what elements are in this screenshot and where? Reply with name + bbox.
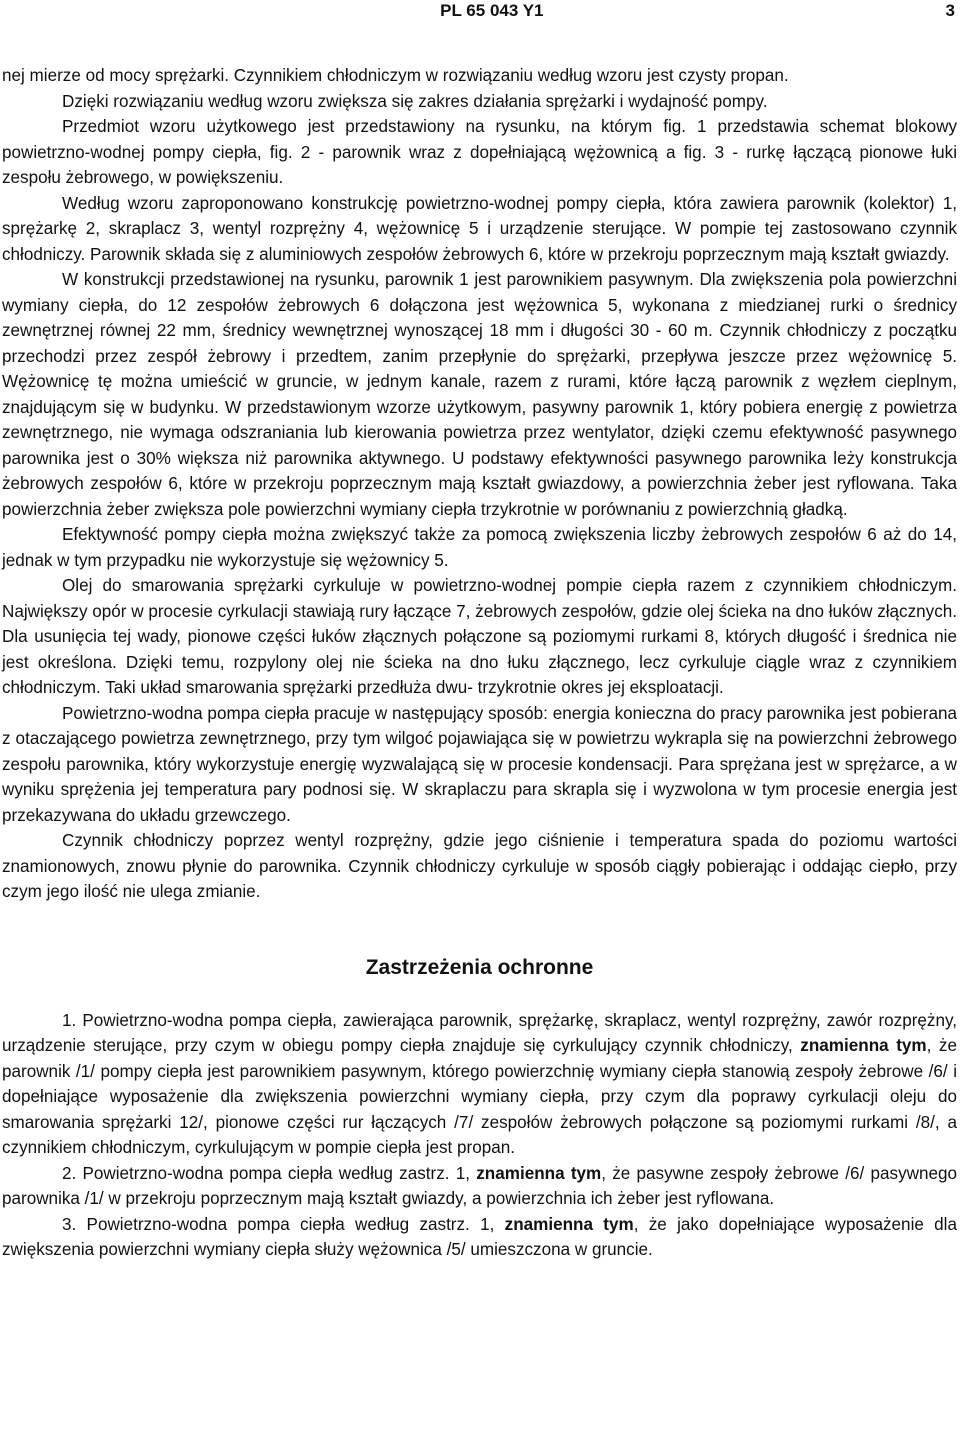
claim-item (2, 1008, 957, 1161)
paragraph: Przedmiot wzoru użytkowego jest przedstawiony na rysunku, na którym fig. 1 przedstawia schemat blokowy powietrzno-wodnej pompy ciepła, fig. 2 - parownik wraz z dopełniającą wężownicą a fig. 3 - rurkę łączącą pionowe łuki zespołu żebrowego, w powiększeniu. (2, 117, 957, 187)
claims-list (2, 1008, 957, 1263)
section-title: Zastrzeżenia ochronne (365, 955, 594, 979)
claim-text-before: 3. Powietrzno-wodna pompa ciepła według zastrz. 1, (62, 1214, 505, 1234)
description-body (2, 63, 957, 905)
claim-text-after: , że pasywne zespoły żebrowe /6/ pasywnego parownika /1/ w przekroju poprzecznym mają kształt gwiazdy, a powierzchnia ich żeber jest ryflowana. (2, 1163, 957, 1208)
paragraph: Według wzoru zaproponowano konstrukcję powietrzno-wodnej pompy ciepła, która zawiera parownik (kolektor) 1, sprężarkę 2, skraplacz 3, wentyl rozprężny 4, wężownicę 5 i urządzenie sterujące. W pompie tej zastosowano czynnik chłodniczy. Parownik składa się z aluminiowych zespołów żebrowych 6, które w przekroju poprzecznym mają kształt gwiazdy. (2, 193, 957, 264)
paragraph: nej mierze od mocy sprężarki. Czynnikiem chłodniczym w rozwiązaniu według wzoru jest czysty propan. (2, 66, 789, 85)
page-header (2, 0, 957, 35)
paragraph: Dzięki rozwiązaniu według wzoru zwiększa się zakres działania sprężarki i wydajność pompy. (62, 91, 768, 111)
page-number: 3 (945, 1, 955, 20)
claim-text-before: 2. Powietrzno-wodna pompa ciepła według zastrz. 1, (62, 1163, 477, 1183)
claim-keyword: znamienna tym (504, 1214, 634, 1234)
paragraph: Efektywność pompy ciepła można zwiększyć także za pomocą zwiększenia liczby żebrowych zespołów 6 aż do 14, jednak w tym przypadku nie wykorzystuje się wężownicy 5. (2, 525, 957, 570)
paragraph: W konstrukcji przedstawionej na rysunku, parownik 1 jest parownikiem pasywnym. Dla zwiększenia pola powierzchni wymiany ciepła, do 12 zespołów żebrowych 6 dołączona jest wężownica 5, wykonana z miedzianej rurki o średnicy zewnętrznej równej 22 mm, średnicy wewnętrznej wynoszącej 18 mm i długości 30 - 60 m. Czynnik chłodniczy z początku przechodzi przez zespół żebrowy i przedtem, zanim przepłynie do sprężarki, przepływa jeszcze przez wężownicę 5. Wężownicę tę można umieścić w gruncie, w jednym kanale, razem z rurami, które łączą parownik z węzłem cieplnym, znajdującym się w budynku. W przedstawionym wzorze użytkowym, pasywny parownik 1, który pobiera energię z powietrza zewnętrznego, nie wymaga odszraniania lub kierowania powietrza przez wentylator, dzięki czemu efektywność pasywnego parownika jest o 30% większa niż parownika aktywnego. U podstawy efektywności pasywnego parownika leży konstrukcja żebrowych zespołów 6, które w przekroju poprzecznym mają kształt gwiazdowy, a powierzchnia żeber jest ryflowana. Taka powierzchnia żeber zwiększa pole powierzchni wymiany ciepła trzykrotnie w porównaniu z powierzchnią gładką. (2, 270, 957, 519)
claim-item (2, 1212, 957, 1263)
claim-keyword: znamienna tym (800, 1036, 927, 1055)
paragraph: Powietrzno-wodna pompa ciepła pracuje w następujący sposób: energia konieczna do pracy parownika jest pobierana z otaczającego powietrza zewnętrznego, przy tym wilgoć pojawiająca się w powietrzu wykrapla się na powierzchni żebrowego zespołu parownika, który wykorzystuje energię wyzwalającą się w procesie kondensacji. Para sprężana jest w sprężarce, a w wyniku sprężenia jej temperatura pary podnosi się. W skraplaczu para skrapla się i wyzwolona w tym procesie energia jest przekazywana do układu grzewczego. (2, 703, 957, 825)
claim-item (2, 1161, 957, 1212)
claim-text-after: , że jako dopełniające wyposażenie dla zwiększenia powierzchni wymiany ciepła służy wężownica /5/ umieszczona w gruncie. (2, 1214, 957, 1259)
claim-text-before: 1. Powietrzno-wodna pompa ciepła, zawierająca parownik, sprężarkę, skraplacz, wentyl rozprężny, zawór rozprężny, urządzenie sterujące, przy czym w obiegu pompy ciepła znajduje się cyrkulujący czynnik chłodniczy, (2, 1010, 957, 1055)
patent-number: PL 65 043 Y1 (440, 1, 544, 20)
paragraph: Olej do smarowania sprężarki cyrkuluje w powietrzno-wodnej pompie ciepła razem z czynnikiem chłodniczym. Największy opór w procesie cyrkulacji stawiają rury łączące 7, żebrowych zespołów, gdzie olej ścieka na dno łuków złącznych. Dla usunięcia tej wady, pionowe części łuków złącznych połączone są poziomymi rurkami 8, których długość i średnica nie jest określona. Dzięki temu, rozpylony olej nie ścieka na dno łuku złącznego, lecz cyrkuluje ciągle wraz z czynnikiem chłodniczym. Taki układ smarowania sprężarki przedłuża dwu- trzykrotnie okres jej eksploatacji. (2, 576, 957, 697)
claim-text-after: , że parownik /1/ pompy ciepła jest parownikiem pasywnym, którego powierzchnię wymiany ciepła stanowią zespoły żebrowe /6/ i dopełniające wyposażenie dla zwiększenia powierzchni wymiany ciepła, przy czym dla poprawy cyrkulacji oleju do smarowania sprężarki 12/, pionowe części rur łączących /7/ zespołów żebrowych połączone są poziomymi rurkami /8/, a czynnikiem chłodniczym, cyrkulującym w pompie ciepła jest propan. (2, 1036, 957, 1157)
claim-keyword: znamienna tym (476, 1163, 602, 1183)
paragraph: Czynnik chłodniczy poprzez wentyl rozprężny, gdzie jego ciśnienie i temperatura spada do poziomu wartości znamionowych, znowu płynie do parownika. Czynnik chłodniczy cyrkuluje w sposób ciągły pobierając i oddając ciepło, przy czym jego ilość nie ulega zmianie. (2, 831, 957, 901)
